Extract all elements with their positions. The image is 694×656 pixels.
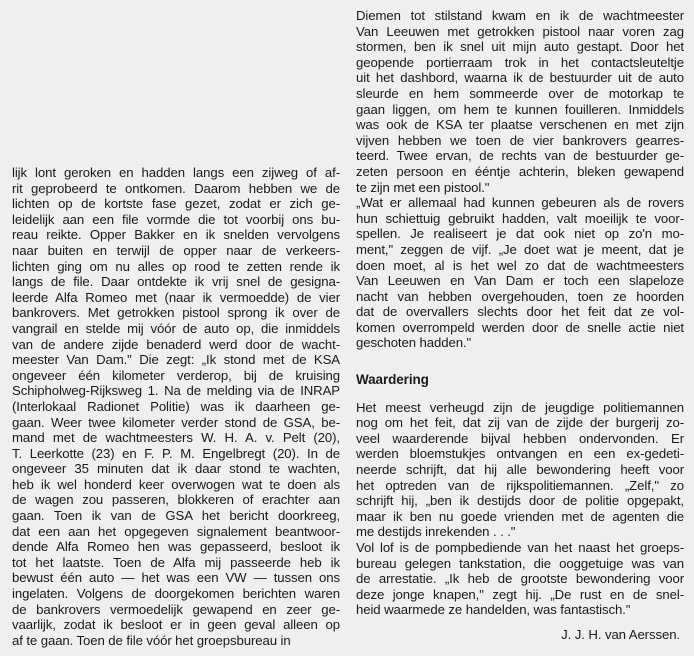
text-line: ingelaten. Volgens de doorgekomen berichten waren bbox=[12, 586, 340, 602]
text-line: dat de overvallers slechts door het feit dat ze vol- bbox=[356, 304, 684, 320]
text-line: zeten persoon en ééntje achterin, bleken gewapend bbox=[356, 163, 684, 179]
text-line: ongeveer één kilometer verderop, bij de kruising bbox=[12, 367, 340, 383]
text-line: (Interlokaal Radionet Politie) was ik daarheen ge- bbox=[12, 398, 340, 414]
right-paragraph-4 bbox=[356, 540, 684, 618]
text-line: geopende portierraam trok in het contactsleuteltje bbox=[356, 54, 684, 70]
right-column bbox=[356, 8, 684, 643]
text-line: vijven hebben we toen de vier bankrovers gearres- bbox=[356, 132, 684, 148]
text-line: meester Van Dam." Die zegt: „Ik stond met de KSA bbox=[12, 352, 340, 368]
text-line: lichten op de kortste fase gezet, zodat er zich ge- bbox=[12, 196, 340, 212]
text-line: Schipholweg-Rijksweg 1. Na de melding via de INRAP bbox=[12, 383, 340, 399]
text-line: werden bloemstukjes ontvangen en een ex-gedeti- bbox=[356, 446, 684, 462]
text-line: langs de file. Daar ontdekte ik vrij snel de gesigna- bbox=[12, 274, 340, 290]
text-line: teerd. Twee ervan, de rechts van de bestuurder ge- bbox=[356, 148, 684, 164]
text-line: heb ik wel honderd keer overwogen wat te doen als bbox=[12, 476, 340, 492]
text-line: Van Leeuwen en Van Dam er toch een slapeloze bbox=[356, 273, 684, 289]
text-line: neerde schrijft, dat hij alle bewondering heeft voor bbox=[356, 462, 684, 478]
text-line: nacht van hebben overgehouden, toen ze hoorden bbox=[356, 288, 684, 304]
text-line: rit geprobeerd te ontkomen. Daarom hebben we de bbox=[12, 180, 340, 196]
text-line: bewust één auto — het was een VW — tussen ons bbox=[12, 570, 340, 586]
text-line: reau reikte. Opper Bakker en ik snelden vervolgens bbox=[12, 227, 340, 243]
text-line: maar ik ben nu goede vrienden met de agenten die bbox=[356, 508, 684, 524]
text-line: gaan. Weer twee kilometer verder stond de GSA, be- bbox=[12, 414, 340, 430]
text-line: stormen, ben ik snel uit mijn auto gestapt. Door het bbox=[356, 39, 684, 55]
text-line: spellen. Je realiseert je dat ook niet op zo'n mo- bbox=[356, 226, 684, 242]
text-line: uit het dashbord, waarna ik de bestuurder uit de auto bbox=[356, 70, 684, 86]
text-line: me destijds inrekenden . . ." bbox=[356, 524, 516, 540]
text-line: vangrail en stelde mij vóór de auto op, die inmiddels bbox=[12, 320, 340, 336]
text-line: dende Alfa Romeo hen was gepasseerd, besloot ik bbox=[12, 539, 340, 555]
text-line: hun schiettuig gebruikt hadden, valt moeilijk te voor- bbox=[356, 210, 684, 226]
right-paragraph-2 bbox=[356, 195, 684, 351]
text-line: Diemen tot stilstand kwam en ik de wachtmeester bbox=[356, 8, 684, 23]
text-line: vaarlijk, zodat ik besloot er in geen geval alleen op bbox=[12, 617, 340, 633]
text-line: bureau gelegen tankstation, die ooggetuige was van bbox=[356, 555, 684, 571]
text-line: naar buiten en terwijl de opper naar de verkeers- bbox=[12, 242, 340, 258]
right-paragraph-1 bbox=[356, 8, 684, 195]
text-line: van de andere zijde benaderd werd door de wacht- bbox=[12, 336, 340, 352]
text-line: geschoten hadden." bbox=[356, 335, 472, 351]
text-line: doen moet, al is het wel zo dat de wachtmeesters bbox=[356, 257, 684, 273]
text-line: was ook de KSA ter plaatse verschenen en met zijn bbox=[356, 117, 684, 133]
text-line: sleurde en hem sommeerde over de motorkap te bbox=[356, 85, 684, 101]
text-line: ongeveer 35 minuten dat ik daar stond te wachten, bbox=[12, 461, 340, 477]
text-line: het optreden van de rijkspolitiemannen. „Zelf," zo bbox=[356, 477, 684, 493]
text-line: heid waarmede ze handelden, was fantastisch." bbox=[356, 602, 631, 618]
text-line: Vol lof is de pompbediende van het naast het groeps- bbox=[356, 540, 684, 555]
text-line: ment," zeggen de vijf. „Je doet wat je meent, dat je bbox=[356, 241, 684, 257]
text-line: Van Leeuwen met getrokken pistool naar voren zag bbox=[356, 23, 684, 39]
text-line: „Wat er allemaal had kunnen gebeuren als de rovers bbox=[356, 195, 684, 211]
text-line: gaan. Toen ik van de GSA het bericht doorkreeg, bbox=[12, 508, 340, 524]
left-column bbox=[12, 165, 340, 648]
author-signature: J. J. H. van Aerssen. bbox=[561, 626, 680, 642]
text-line: te zijn met een pistool." bbox=[356, 179, 490, 195]
text-line: schrijft hij, „ben ik destijds door de politie opgepakt, bbox=[356, 493, 684, 509]
text-line: gaan liggen, om hem te kunnen fouilleren. Inmiddels bbox=[356, 101, 684, 117]
text-line: mand met de wachtmeesters W. H. A. v. Pelt (20), bbox=[12, 430, 340, 446]
text-line: lijk lont geroken en hadden langs een zijweg of af- bbox=[12, 165, 340, 180]
section-heading: Waardering bbox=[356, 372, 429, 388]
text-line: nog om het feit, dat zij van de zijde der burgerij zo- bbox=[356, 415, 684, 431]
left-paragraph bbox=[12, 165, 340, 648]
text-line: af te gaan. Toen de file vóór het groepsbureau in bbox=[12, 632, 291, 648]
text-line: deze jonge knapen," zegt hij. „De rust en de snel- bbox=[356, 586, 684, 602]
text-line: de wagen zou passeren, blokkeren of erachter aan bbox=[12, 492, 340, 508]
text-line: veel waarderende bijval hebben ondervonden. Er bbox=[356, 430, 684, 446]
text-line: dat een aan het opgegeven signalement beantwoor- bbox=[12, 523, 340, 539]
text-line: leidelijk aan een file vormde die tot voorbij ons bu- bbox=[12, 211, 340, 227]
text-line: de bankrovers vermoedelijk gewapend en zeer ge- bbox=[12, 601, 340, 617]
text-line: komen overrompeld werden door de snelle actie niet bbox=[356, 319, 684, 335]
text-line: bankrovers. Met getrokken pistool sprong ik over de bbox=[12, 305, 340, 321]
text-line: T. Leerkotte (23) en F. P. M. Engelbregt (20). In de bbox=[12, 445, 340, 461]
text-line: Het meest verheugd zijn de jeugdige politiemannen bbox=[356, 399, 684, 415]
section-gap bbox=[356, 351, 684, 372]
text-line: de arrestatie. „Ik heb de grootste bewondering voor bbox=[356, 571, 684, 587]
text-line: tot het laatste. Toen de Alfa mij passeerde heb ik bbox=[12, 554, 340, 570]
signature-spacer bbox=[356, 618, 684, 627]
right-paragraph-3 bbox=[356, 400, 684, 540]
text-line: leerde Alfa Romeo met (naar ik vermoedde) de vier bbox=[12, 289, 340, 305]
text-line: lichten ging om nu alles op rood te zetten rende ik bbox=[12, 258, 340, 274]
